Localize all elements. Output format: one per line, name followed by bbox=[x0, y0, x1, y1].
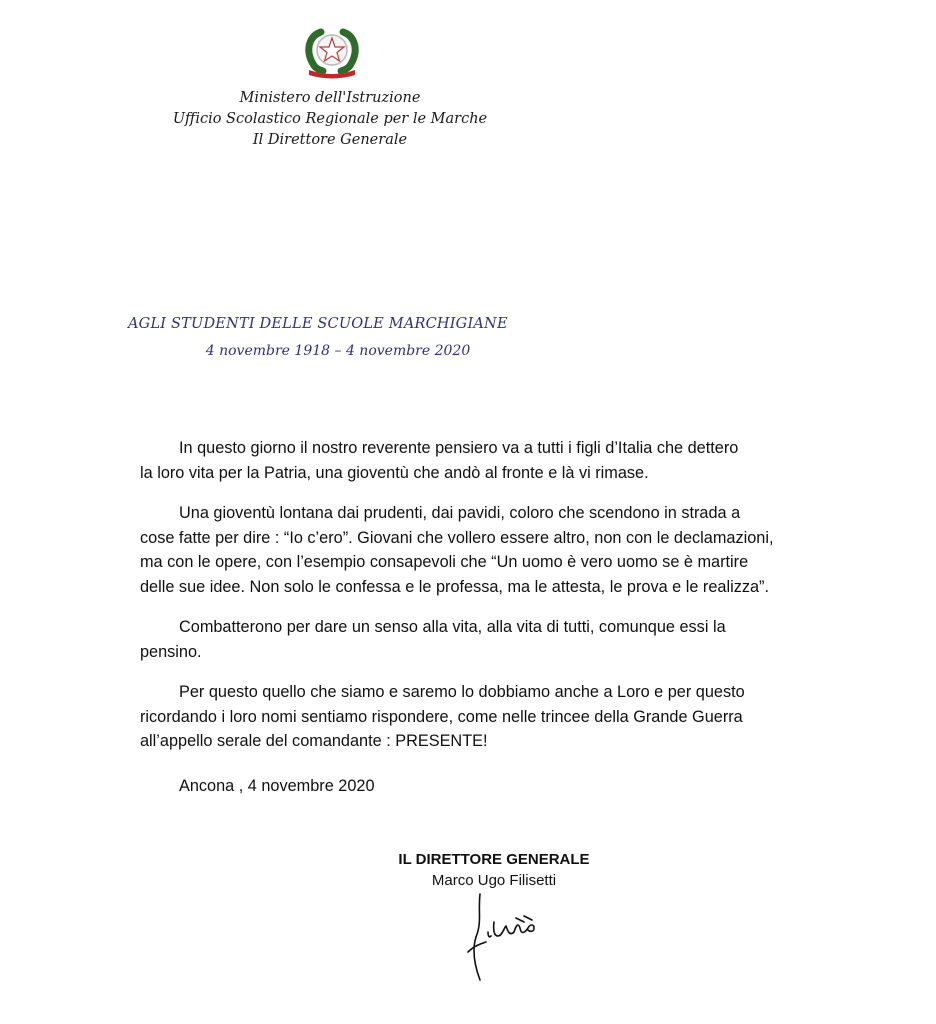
paragraph bbox=[140, 615, 839, 664]
signatory-name: Marco Ugo Filisetti bbox=[431, 872, 557, 889]
regional-office: Ufficio Scolastico Regionale per le Marche bbox=[172, 111, 488, 127]
text-line: ricordando i loro nomi sentiamo rispondere, come nelle trincee della Grande Guerra bbox=[140, 707, 743, 726]
text-line: In questo giorno il nostro reverente pensiero va a tutti i figli d’Italia che dettero bbox=[179, 439, 739, 457]
handwritten-signature-icon bbox=[458, 892, 548, 982]
signatory-role: IL DIRETTORE GENERALE bbox=[398, 851, 590, 868]
text-line: ma con le opere, con l’esempio consapevoli che “Un uomo è vero uomo se è martire bbox=[140, 553, 749, 571]
text-line: delle sue idee. Non solo le confessa e le professa, ma le attesta, le prova e le realizza”. bbox=[140, 577, 769, 596]
text-line: pensino. bbox=[140, 642, 202, 661]
text-line: la loro vita per la Patria, una gioventù che andò al fronte e là vi rimase. bbox=[140, 463, 649, 482]
paragraph bbox=[140, 436, 839, 485]
director-title: Il Direttore Generale bbox=[252, 132, 408, 148]
text-line: Combatterono per dare un senso alla vita, alla vita di tutti, comunque essi la bbox=[179, 618, 726, 636]
text-line: Per questo quello che siamo e saremo lo dobbiamo anche a Loro e per questo bbox=[179, 683, 745, 701]
signature-block bbox=[384, 849, 604, 891]
document-subtitle: 4 novembre 1918 – 4 novembre 2020 bbox=[205, 343, 471, 359]
paragraph bbox=[140, 680, 839, 754]
place-date: Ancona , 4 novembre 2020 bbox=[179, 777, 375, 795]
letter-body bbox=[140, 436, 839, 770]
letterhead bbox=[170, 88, 490, 151]
italian-republic-emblem-icon bbox=[301, 24, 363, 80]
paragraph bbox=[140, 501, 839, 599]
text-line: cose fatte per dire : “Io c’ero”. Giovani che vollero essere altro, non con le declamazioni, bbox=[140, 528, 774, 547]
document-title: AGLI STUDENTI DELLE SCUOLE MARCHIGIANE bbox=[128, 316, 508, 332]
text-line: Una gioventù lontana dai prudenti, dai pavidi, coloro che scendono in strada a bbox=[179, 504, 741, 522]
ministry-name: Ministero dell'Istruzione bbox=[239, 90, 421, 106]
text-line: all’appello serale del comandante : PRESENTE! bbox=[140, 732, 488, 750]
